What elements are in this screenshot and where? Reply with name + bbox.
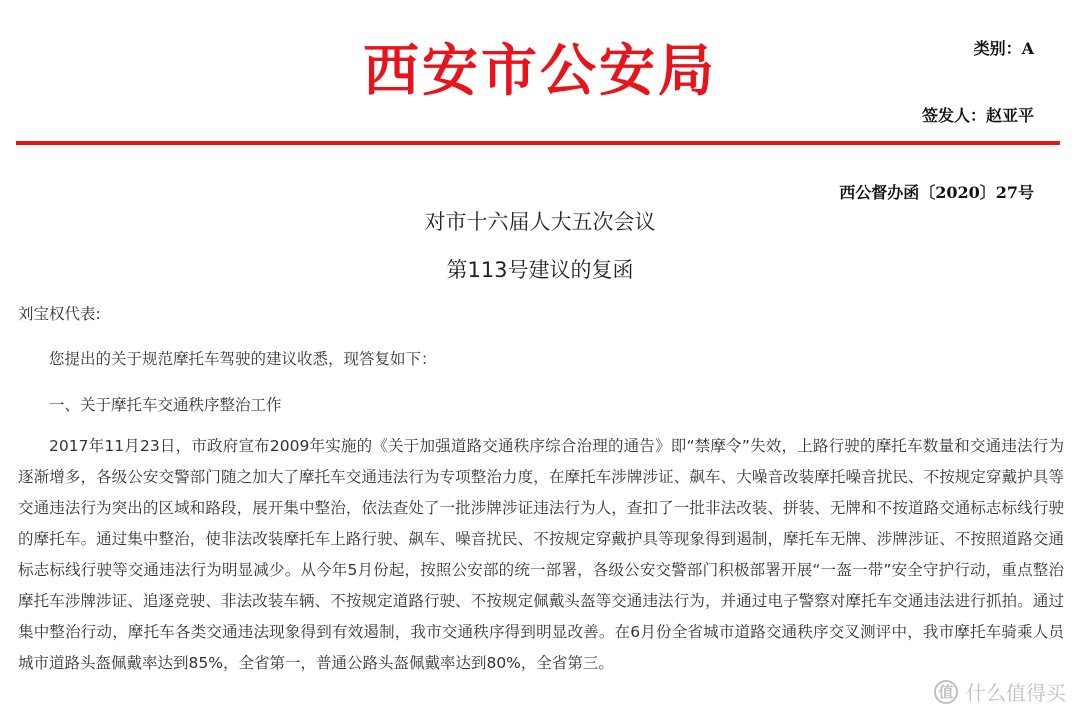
reply-title-line-1: 对市十六届人大五次会议 bbox=[424, 210, 656, 234]
document-category: 类别：A bbox=[973, 39, 1034, 58]
body-paragraph: 2017年11月23日，市政府宣布2009年实施的《关于加强道路交通秩序综合治理的通告》即“禁摩令”失效，上路行驶的摩托车数量和交通违法行为逐渐增多，各级公安交警部门随之加大了摩托车交通违法行为专项整治力度，在摩托车涉牌涉证、飙车、大噪音改装摩托噪音扰民、不按规定穿戴护具等交通违法行为突出的区域和路段，展开集中整治，依法查处了一批涉牌涉证违法行为人，查扣了一批非法改装、拼装、无牌和不按道路交通标志标线行驶的摩托车。通过集中整治，使非法改装摩托车上路行驶、飙车、噪音扰民、不按规定穿戴护具等现象得到遏制，摩托车无牌、涉牌涉证、不按照道路交通标志标线行驶等交通违法行为明显减少。从今年5月份起，按照公安部的统一部署，各级公安交警部门积极部署开展“一盔一带”安全守护行动，重点整治摩托车涉牌涉证、追逐竞驶、非法改装车辆、不按规定道路行驶、不按规定佩戴头盔等交通违法行为，并通过电子警察对摩托车交通违法进行抓拍。通过集中整治行动，摩托车各类交通违法现象得到有效遏制，我市交通秩序得到明显改善。在6月份全省城市道路交通秩序交叉测评中，我市摩托车骑乘人员城市道路头盔佩戴率达到85%，全省第一，普通公路头盔佩戴率达到80%，全省第三。 bbox=[18, 437, 1064, 672]
salutation: 刘宝权代表: bbox=[18, 305, 101, 323]
watermark-logo-icon: 值 bbox=[934, 680, 958, 704]
document-signer: 签发人：赵亚平 bbox=[921, 106, 1034, 125]
document-number: 西公督办函〔2020〕27号 bbox=[839, 183, 1034, 202]
section-heading: 一、关于摩托车交通秩序整治工作 bbox=[49, 396, 282, 414]
watermark-text: 什么值得买 bbox=[966, 681, 1066, 705]
reply-title-line-2: 第113号建议的复函 bbox=[446, 258, 634, 282]
red-header-rule bbox=[16, 141, 1060, 145]
watermark bbox=[934, 677, 1066, 706]
issuing-authority-title: 西安市公安局 bbox=[363, 38, 717, 104]
intro-paragraph: 您提出的关于规范摩托车驾驶的建议收悉，现答复如下： bbox=[49, 350, 437, 368]
